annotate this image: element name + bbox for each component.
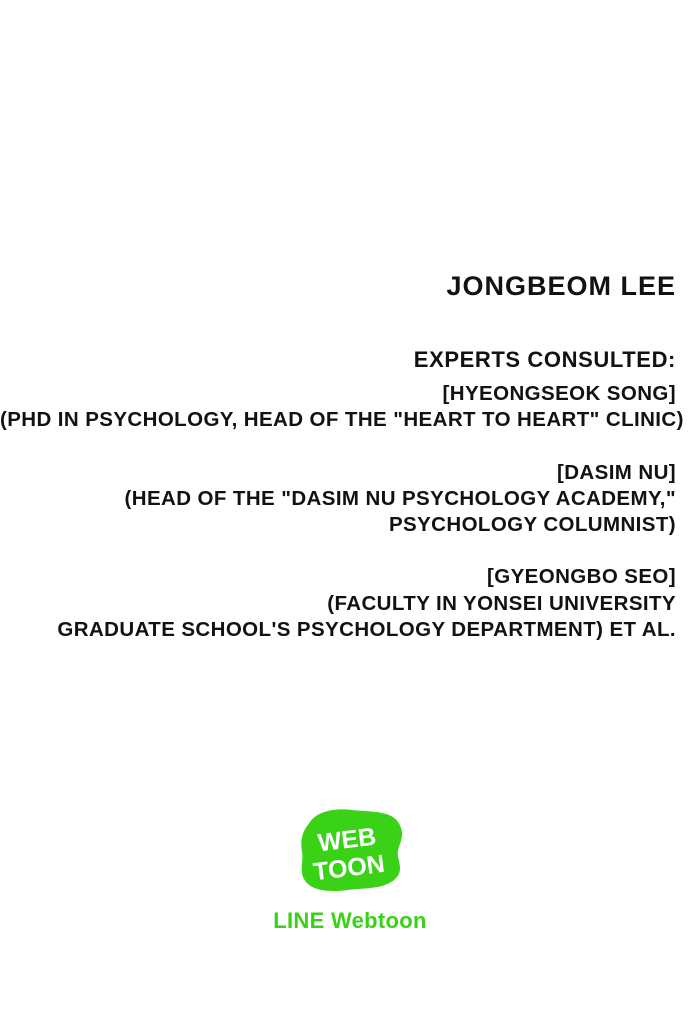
logo-text-line2-glyph: TOON: [311, 849, 387, 887]
expert-detail: (FACULTY IN YONSEI UNIVERSITY: [327, 591, 676, 615]
footer-logo-area: [0, 808, 700, 934]
expert-name: [HYEONGSEOK SONG]: [442, 382, 676, 406]
logo-caption: LINE Webtoon: [273, 908, 427, 933]
author-name: JONGBEOM LEE: [446, 271, 676, 301]
expert-entry: [0, 564, 676, 643]
expert-name: [GYEONGBO SEO]: [487, 565, 676, 589]
logo-text-line1-glyph: WEB: [316, 822, 378, 858]
expert-detail: PSYCHOLOGY COLUMNIST): [388, 513, 676, 537]
expert-detail: (HEAD OF THE "DASIM NU PSYCHOLOGY ACADEMY,": [124, 486, 676, 510]
expert-entry: [0, 460, 676, 539]
webtoon-blob-logo-icon: [294, 808, 406, 894]
experts-consulted-heading: EXPERTS CONSULTED:: [413, 346, 676, 372]
credits-block: [0, 271, 684, 643]
expert-detail: (PHD IN PSYCHOLOGY, HEAD OF THE "HEART TO HEART" CLINIC): [0, 408, 684, 432]
expert-name: [DASIM NU]: [556, 460, 676, 484]
expert-entry: [0, 381, 684, 433]
expert-detail: GRADUATE SCHOOL'S PSYCHOLOGY DEPARTMENT) ET AL.: [57, 617, 676, 641]
